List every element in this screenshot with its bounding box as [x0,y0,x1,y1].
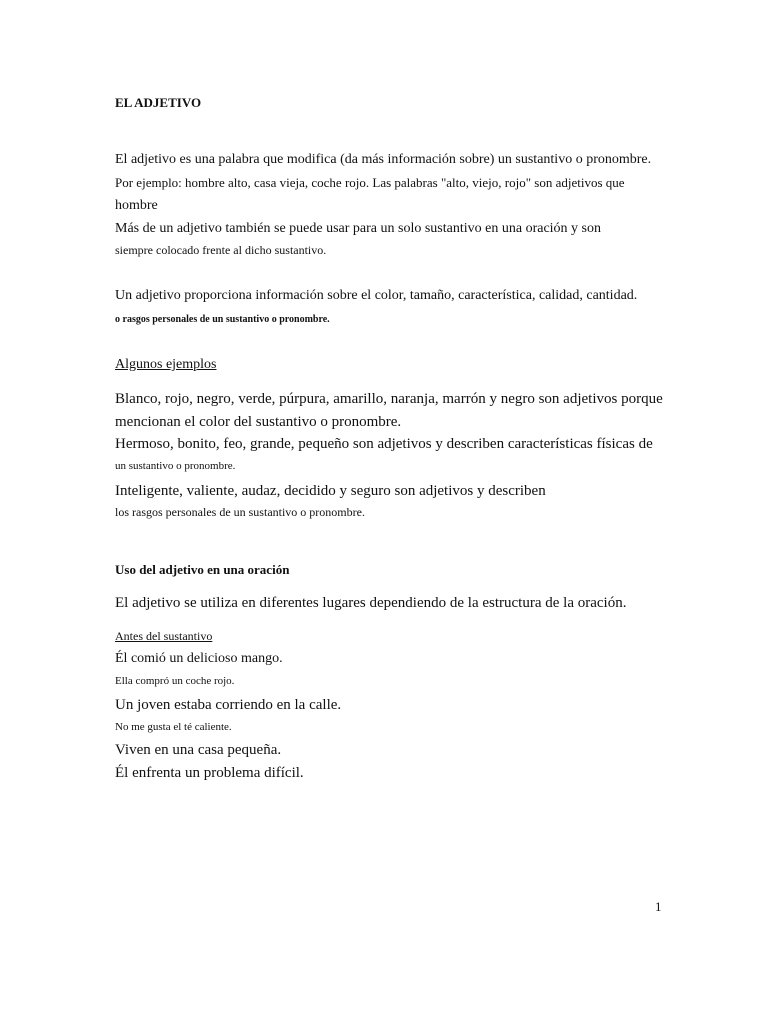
examples-heading: Algunos ejemplos [115,357,217,372]
example-line-6: los rasgos personales de un sustantivo o pronombre. [115,505,365,519]
info-line-2: o rasgos personales de un sustantivo o pronombre. [115,314,330,325]
before-noun-example-4: No me gusta el té caliente. [115,721,232,733]
before-noun-example-3: Un joven estaba corriendo en la calle. [115,697,342,713]
intro-line-5: siempre colocado frente al dicho sustantivo. [115,243,327,257]
intro-line-4: Más de un adjetivo también se puede usar para un solo sustantivo en una oración y son [115,221,601,236]
intro-line-1: El adjetivo es una palabra que modifica (da más información sobre) un sustantivo o pronombre. [115,152,652,167]
usage-heading: Uso del adjetivo en una oración [115,562,290,577]
example-line-5: Inteligente, valiente, audaz, decidido y seguro son adjetivos y describen [115,483,546,499]
before-noun-heading: Antes del sustantivo [115,629,213,643]
before-noun-example-1: Él comió un delicioso mango. [115,651,283,666]
example-line-4: un sustantivo o pronombre. [115,460,236,472]
intro-line-3: hombre [115,198,158,213]
example-line-3: Hermoso, bonito, feo, grande, pequeño son adjetivos y describen características físicas de [115,436,653,452]
usage-text: El adjetivo se utiliza en diferentes lugares dependiendo de la estructura de la oración. [115,595,627,611]
example-line-1: Blanco, rojo, negro, verde, púrpura, amarillo, naranja, marrón y negro son adjetivos porque [115,391,663,407]
example-line-2: mencionan el color del sustantivo o pronombre. [115,414,402,430]
info-line-1: Un adjetivo proporciona información sobre el color, tamaño, característica, calidad, cantidad. [115,288,638,303]
before-noun-example-2: Ella compró un coche rojo. [115,675,235,687]
page-number: 1 [655,899,662,914]
document-title: EL ADJETIVO [115,95,202,110]
before-noun-example-6: Él enfrenta un problema difícil. [115,765,304,781]
before-noun-example-5: Viven en una casa pequeña. [115,742,282,758]
intro-line-2: Por ejemplo: hombre alto, casa vieja, coche rojo. Las palabras "alto, viejo, rojo" son adjetivos que [115,175,625,190]
